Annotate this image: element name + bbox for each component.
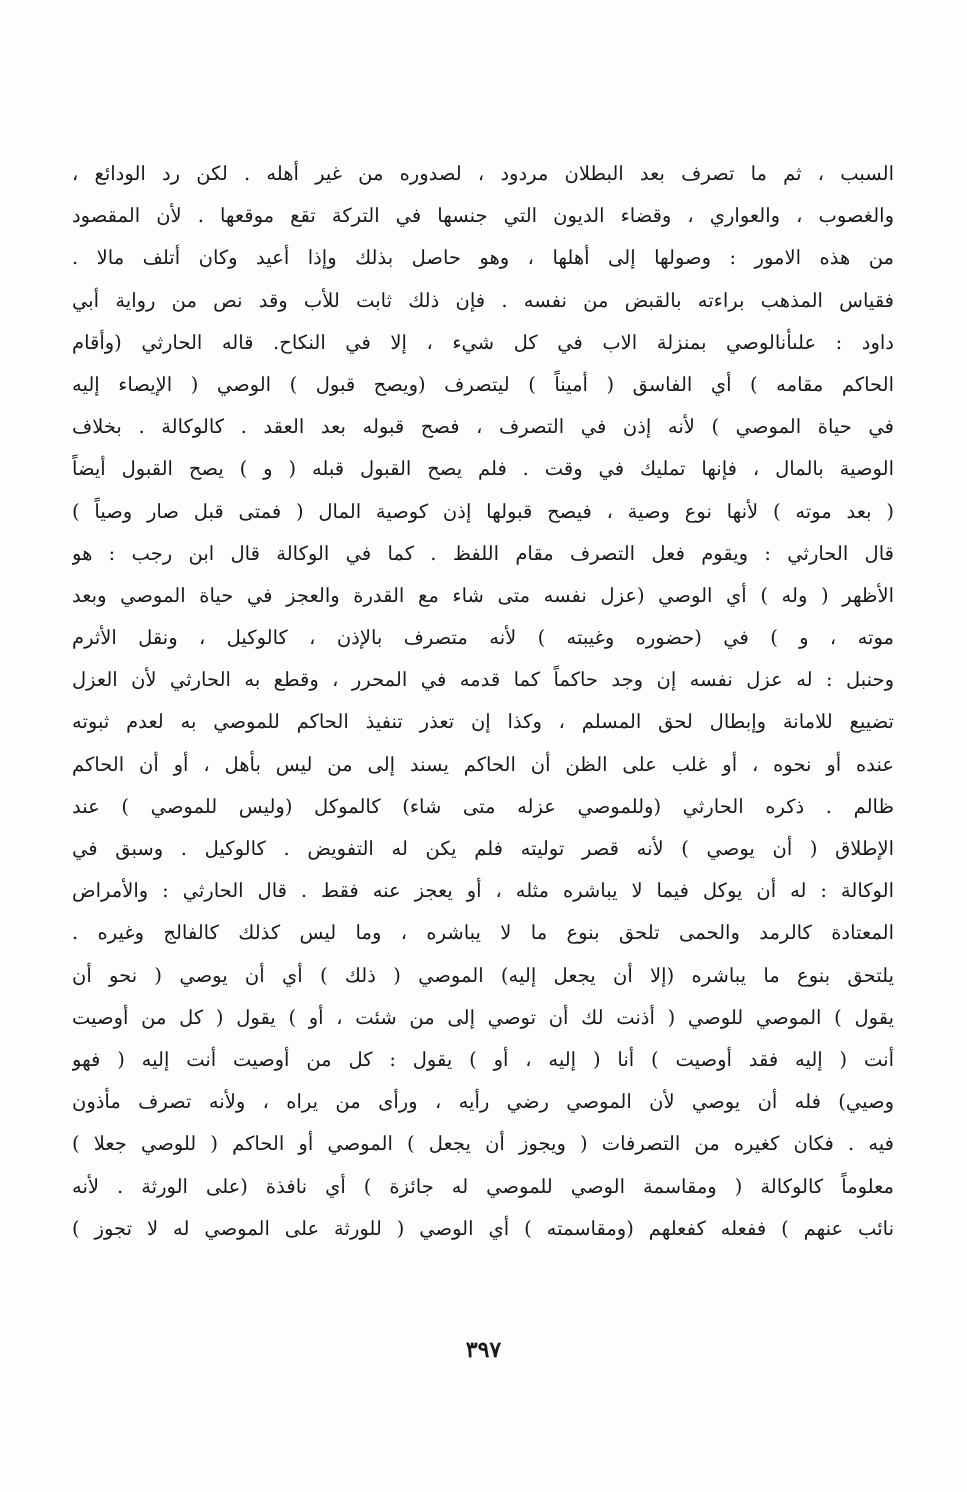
- text-line: السبب ، ثم ما تصرف بعد البطلان مردود ، لصدوره من غير أهله . لكن رد الودائع ،: [72, 162, 894, 185]
- text-line: الإطلاق ( أن يوصي ) لأنه قصر توليته فلم يكن له التفويض . كالوكيل . وسبق في: [72, 837, 894, 860]
- page-number: ٣٩٧: [465, 1337, 502, 1363]
- text-line: فيه . فكان كغيره من التصرفات ( ويجوز أن يجعل ) الموصي أو الحاكم ( للوصي جعلا ): [72, 1132, 894, 1156]
- text-line: ( بعد موته ) لأنها نوع وصية ، فيصح قبولها إذن كوصية المال ( فمتى قبل صار وصياً ): [72, 499, 894, 523]
- body-text: [72, 153, 894, 1250]
- text-line: وصيي) فله أن يوصي لأن الموصي رضي رأيه ، ورأى من يراه ، ولأنه تصرف مأذون: [72, 1090, 894, 1114]
- text-line: تضييع للامانة وإبطال لحق المسلم ، وكذا إن تعذر تنفيذ الحاكم للموصي به لعدم ثبوته: [72, 710, 894, 734]
- text-line: في حياة الموصي ) لأنه إذن في التصرف ، فصح قبوله بعد العقد . كالوكالة . بخلاف: [72, 415, 894, 439]
- text-line: ظالم . ذكره الحارثي (وللموصي عزله متى شاء) كالموكل (وليس للموصي ) عند: [72, 794, 894, 818]
- text-line: الحاكم مقامه ) أي الفاسق ( أميناً ) ليتصرف (ويصح قبول ) الوصي ( الإيصاء إليه: [72, 372, 894, 396]
- text-line: الوكالة : له أن يوكل فيما لا يباشره مثله ، أو يعجز عنه فقط . قال الحارثي : والأمراض: [72, 879, 894, 903]
- text-line: الأظهر ( وله ) أي الوصي (عزل نفسه متى شاء مع القدرة والعجز في حياة الموصي وبعد: [72, 583, 894, 607]
- text-line: نائب عنهم ) ففعله كفعلهم (ومقاسمته ) أي الوصي ( للورثة على الموصي له لا تجوز ): [72, 1216, 894, 1240]
- text-line: فقياس المذهب براءته بالقبض من نفسه . فإن ذلك ثابت للأب وقد نص من رواية أبي: [72, 288, 894, 312]
- text-line: وحنبل : له عزل نفسه إن وجد حاكماً كما قدمه في المحرر ، وقطع به الحارثي لأن العزل: [72, 668, 894, 692]
- text-line: والغصوب ، والعواري ، وقضاء الديون التي جنسها في التركة تقع موقعها . لأن المقصود: [72, 204, 894, 228]
- text-line: يقول ) الموصي للوصي ( أذنت لك أن توصي إلى من شئت ، أو ) يقول ( كل من أوصيت: [72, 1005, 894, 1029]
- text-line: المعتادة كالرمد والحمى تلحق بنوع ما لا يباشره ، وما ليس كذلك كالفالج وغيره .: [72, 921, 894, 945]
- text-line: يلتحق بنوع ما يباشره (إلا أن يجعل إليه) الموصي ( ذلك ) أي أن يوصي ( نحو أن: [72, 963, 894, 987]
- text-line: الوصية بالمال ، فإنها تمليك في وقت . فلم يصح القبول قبله ( و ) يصح القبول أيضاً: [72, 457, 894, 481]
- text-line: قال الحارثي : ويقوم فعل التصرف مقام اللفظ . كما في الوكالة قال ابن رجب : هو: [72, 541, 894, 565]
- text-line: أنت ( إليه فقد أوصيت ) أنا ( إليه ، أو ) يقول : كل من أوصيت أنت إليه ( فهو: [72, 1047, 894, 1071]
- text-line: عنده أو نحوه ، أو غلب على الظن أن الحاكم يسند إلى من ليس بأهل ، أو أن الحاكم: [72, 752, 894, 776]
- text-line: من هذه الامور : وصولها إلى أهلها ، وهو حاصل بذلك وإذا أعيد وكان أتلف مالا .: [72, 246, 894, 270]
- text-line: داود : علىأنالوصي بمنزلة الاب في كل شيء ، إلا في النكاح. قاله الحارثي (وأقام: [72, 330, 894, 354]
- text-line: موته ، و ) في (حضوره وغيبته ) لأنه متصرف بالإذن ، كالوكيل ، ونقل الأثرم: [72, 626, 894, 650]
- text-line: معلوماً كالوكالة ( ومقاسمة الوصي للموصي له جائزة ) أي نافذة (على الورثة . لأنه: [72, 1174, 894, 1198]
